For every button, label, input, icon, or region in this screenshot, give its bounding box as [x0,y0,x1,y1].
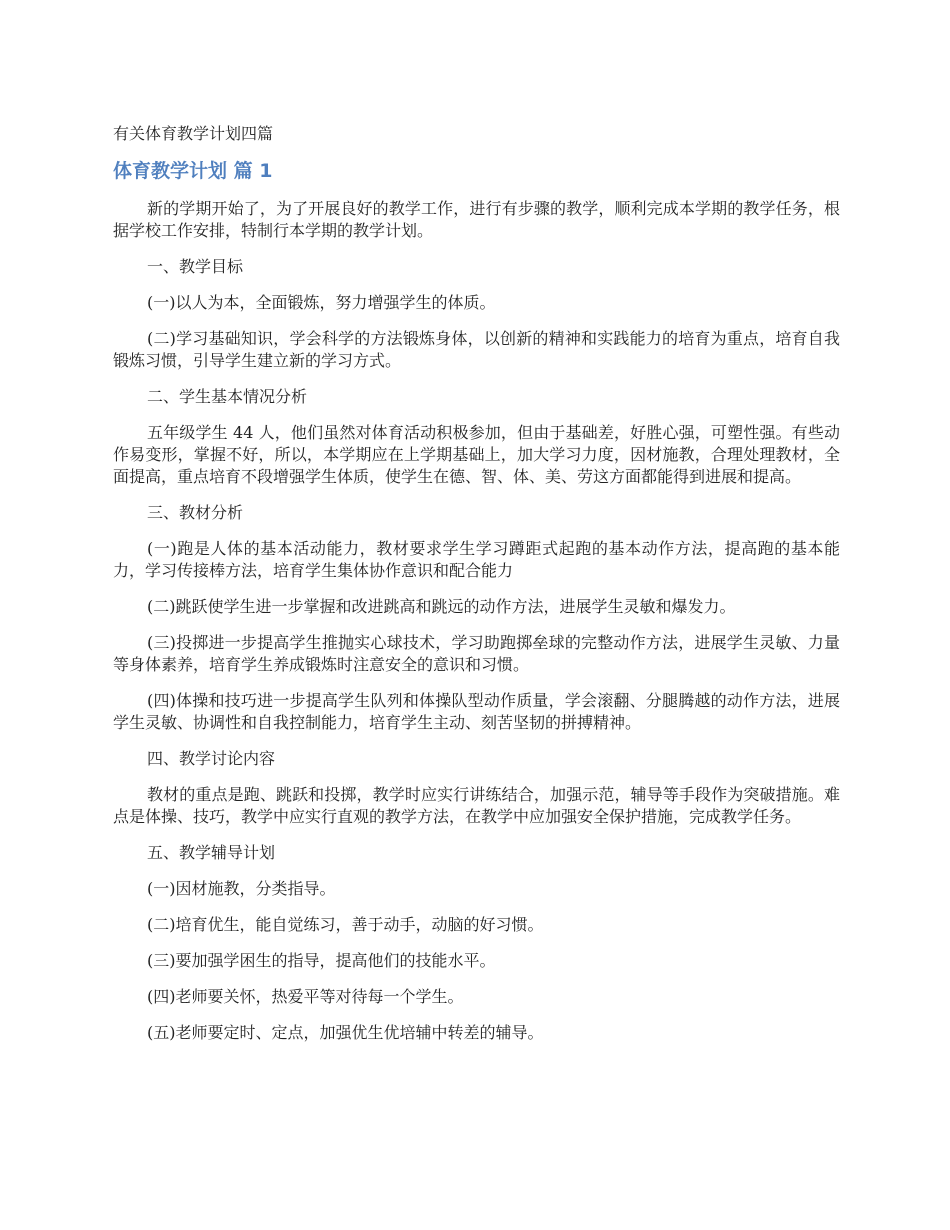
heading-teaching-content: 四、教学讨论内容 [147,749,276,768]
document-title: 有关体育教学计划四篇 [113,124,274,143]
paragraph-tutoring-1: (一)因材施教，分类指导。 [147,879,336,898]
paragraph-material-throw: (三)投掷进一步提高学生推抛实心球技术，学习助跑掷垒球的完整动作方法，进展学生灵敏、力量等身体素养，培育学生养成锻炼时注意安全的意识和习惯。 [113,633,840,674]
paragraph-goal-1: (一)以人为本，全面锻炼，努力增强学生的体质。 [147,293,496,312]
paragraph-tutoring-4: (四)老师要关怀，热爱平等对待每一个学生。 [147,987,464,1006]
heading-teaching-goals: 一、教学目标 [147,257,244,276]
paragraph-tutoring-3: (三)要加强学困生的指导，提高他们的技能水平。 [147,951,496,970]
paragraph-goal-2: (二)学习基础知识，学会科学的方法锻炼身体，以创新的精神和实践能力的培育为重点，培育自我锻炼习惯，引导学生建立新的学习方式。 [113,329,840,370]
section-heading: 体育教学计划 篇 1 [113,160,273,182]
heading-tutoring-plan: 五、教学辅导计划 [147,843,276,862]
heading-student-analysis: 二、学生基本情况分析 [147,387,308,406]
heading-material-analysis: 三、教材分析 [147,503,244,522]
paragraph-intro: 新的学期开始了，为了开展良好的教学工作，进行有步骤的教学，顺利完成本学期的教学任务，根据学校工作安排，特制行本学期的教学计划。 [113,199,840,240]
paragraph-tutoring-2: (二)培育优生，能自觉练习，善于动手，动脑的好习惯。 [147,915,544,934]
paragraph-teaching-content: 教材的重点是跑、跳跃和投掷，教学时应实行讲练结合，加强示范，辅导等手段作为突破措施。难点是体操、技巧，教学中应实行直观的教学方法，在教学中应加强安全保护措施，完成教学任务。 [113,785,840,826]
paragraph-student-analysis: 五年级学生 44 人，他们虽然对体育活动积极参加，但由于基础差，好胜心强，可塑性强。有些动作易变形，掌握不好，所以，本学期应在上学期基础上，加大学习力度，因材施教，合理处理教材，全面提高，重点培育不段增强学生体质，使学生在德、智、体、美、劳这方面都能得到进展和提高。 [113,423,840,486]
paragraph-material-jump: (二)跳跃使学生进一步掌握和改进跳高和跳远的动作方法，进展学生灵敏和爆发力。 [147,597,736,616]
paragraph-material-run: (一)跑是人体的基本活动能力，教材要求学生学习蹲距式起跑的基本动作方法，提高跑的基本能力，学习传接棒方法，培育学生集体协作意识和配合能力 [113,539,840,580]
document-page [113,122,840,1058]
paragraph-material-gymnastics: (四)体操和技巧进一步提高学生队列和体操队型动作质量，学会滚翻、分腿腾越的动作方法，进展学生灵敏、协调性和自我控制能力，培育学生主动、刻苦坚韧的拼搏精神。 [113,691,840,732]
paragraph-tutoring-5: (五)老师要定时、定点，加强优生优培辅中转差的辅导。 [147,1023,544,1042]
